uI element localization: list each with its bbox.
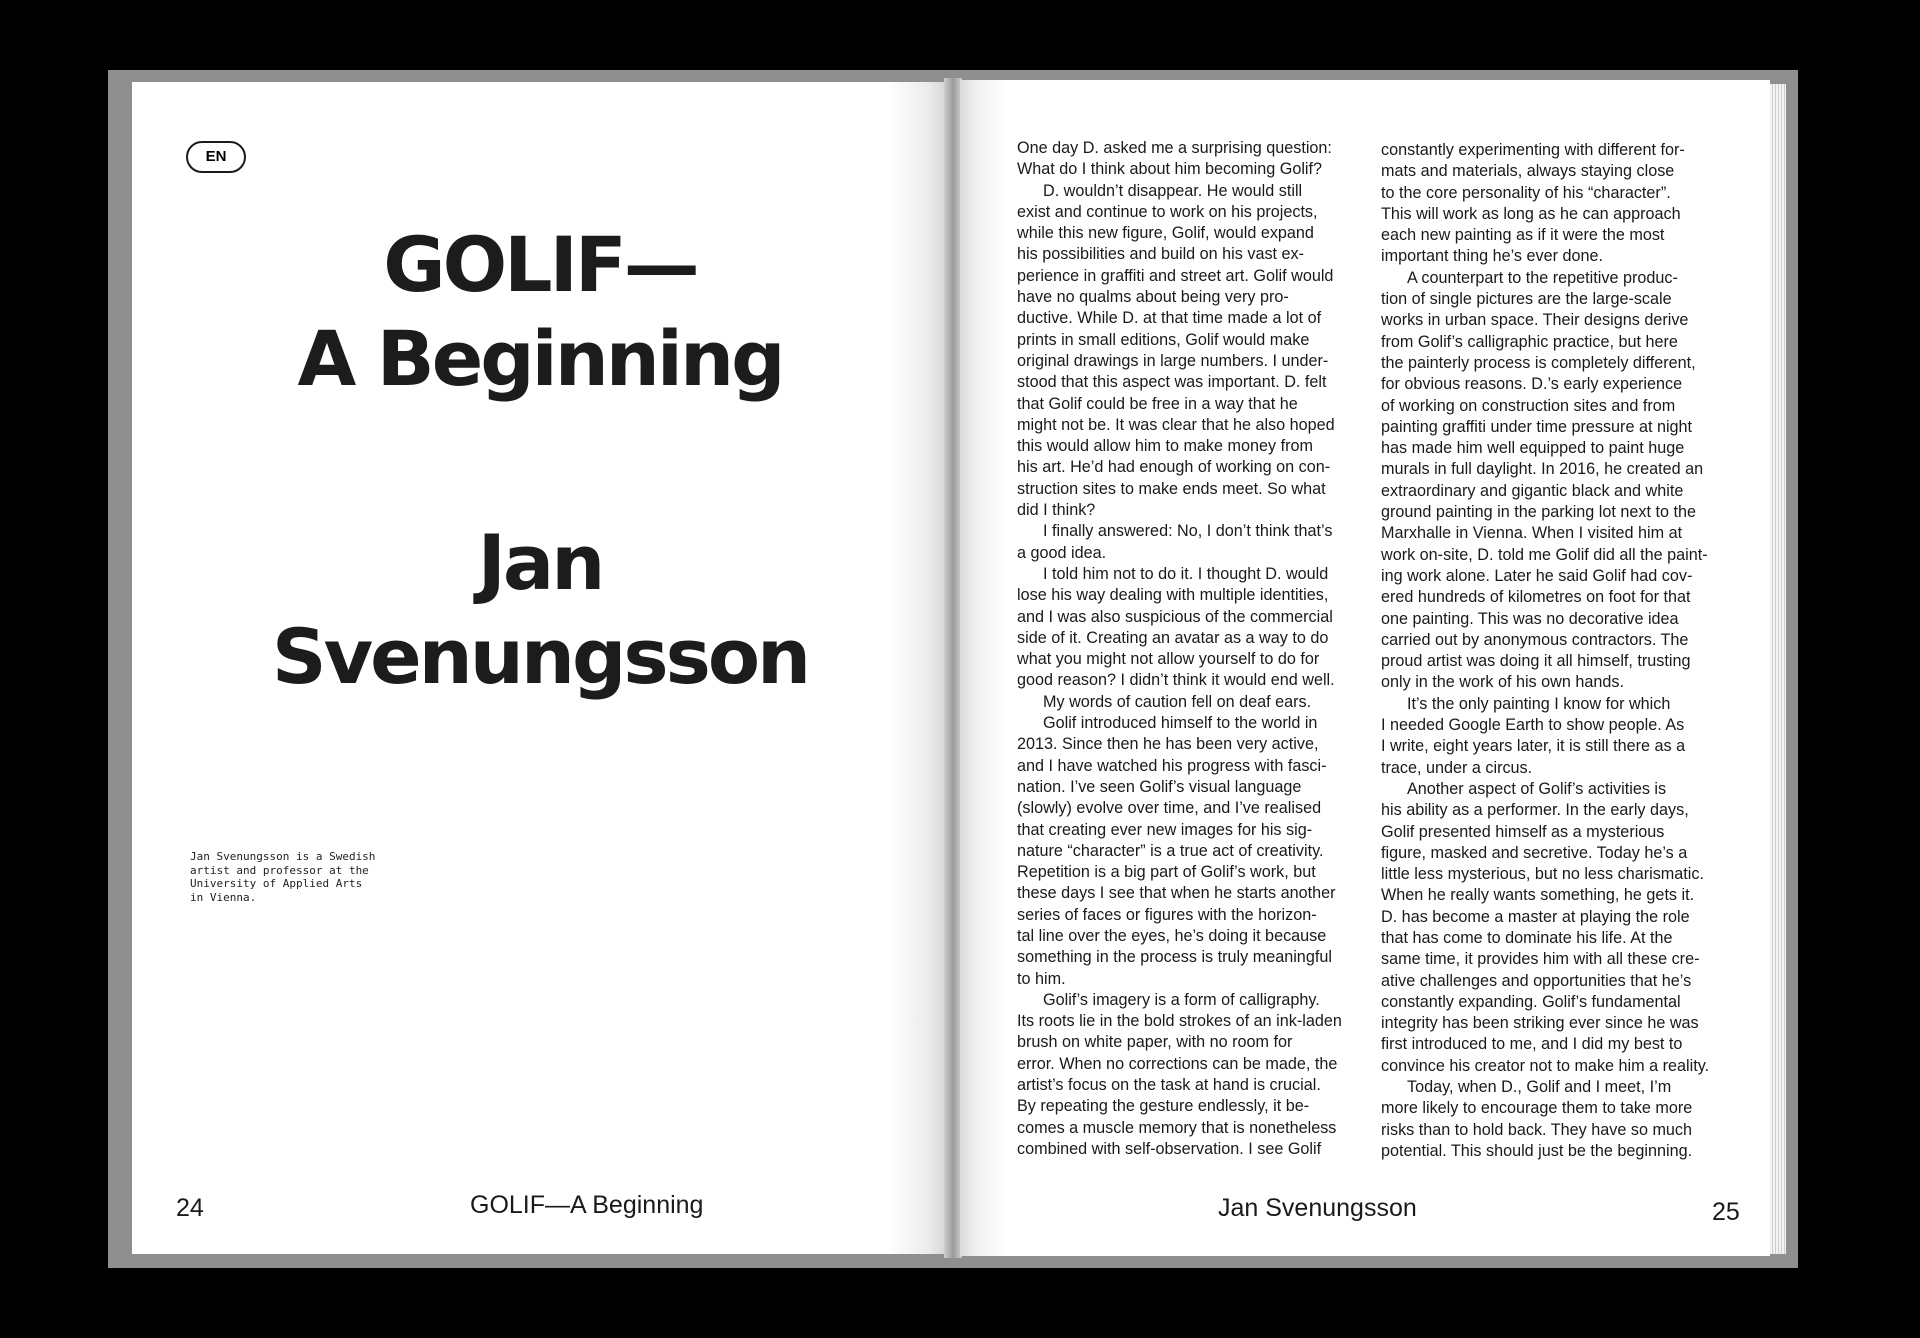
text-line: from Golif’s calligraphic practice, but here: [1381, 332, 1678, 351]
text-line: has made him well equipped to paint huge: [1381, 439, 1685, 458]
text-line: What do I think about him becoming Golif?: [1017, 160, 1323, 179]
text-line: artist’s focus on the task at hand is crucial.: [1017, 1076, 1321, 1095]
text-line: ductive. While D. at that time made a lot of: [1017, 309, 1322, 328]
title-line: GOLIF—: [383, 220, 697, 309]
text-line: Golif presented himself as a mysterious: [1381, 822, 1665, 841]
text-line: Its roots lie in the bold strokes of an ink-laden: [1017, 1012, 1342, 1031]
text-line: his art. He’d had enough of working on con-: [1017, 458, 1331, 477]
text-line: that creating ever new images for his sig-: [1017, 820, 1313, 839]
text-line: D. has become a master at playing the role: [1381, 907, 1690, 926]
text-line: more likely to encourage them to take more: [1381, 1099, 1693, 1118]
text-line: prints in small editions, Golif would make: [1017, 330, 1310, 349]
text-line: perience in graffiti and street art. Golif would: [1017, 266, 1334, 285]
text-line: Golif introduced himself to the world in: [1043, 714, 1318, 733]
text-line: for obvious reasons. D.’s early experience: [1381, 375, 1683, 394]
text-line: of working on construction sites and from: [1381, 396, 1676, 415]
text-line: same time, it provides him with all these cre-: [1381, 950, 1700, 969]
text-line: one painting. This was no decorative idea: [1381, 609, 1679, 628]
text-line: comes a muscle memory that is nonetheless: [1017, 1118, 1337, 1137]
text-line: his ability as a performer. In the early days,: [1381, 801, 1689, 820]
text-line: ered hundreds of kilometres on foot for that: [1381, 588, 1691, 607]
text-line: constantly expanding. Golif’s fundamental: [1381, 992, 1681, 1011]
text-line: I finally answered: No, I don’t think that’s: [1043, 522, 1333, 541]
text-line: ing work alone. Later he said Golif had cov-: [1381, 566, 1693, 585]
text-line: I told him not to do it. I thought D. would: [1043, 564, 1329, 583]
text-line: side of it. Creating an avatar as a way to do: [1017, 628, 1329, 647]
text-line: nation. I’ve seen Golif’s visual language: [1017, 777, 1302, 796]
text-line: to him.: [1017, 969, 1066, 988]
text-line: integrity has been striking ever since he was: [1381, 1014, 1699, 1033]
text-line: trace, under a circus.: [1381, 758, 1533, 777]
text-line: a good idea.: [1017, 543, 1107, 562]
bio-line: Jan Svenungsson is a Swedish: [190, 850, 376, 863]
text-line: extraordinary and gigantic black and white: [1381, 481, 1684, 500]
text-line: tion of single pictures are the large-scale: [1381, 290, 1672, 309]
text-line: When he really wants something, he gets it.: [1381, 886, 1695, 905]
text-line: ative challenges and opportunities that he’s: [1381, 971, 1692, 990]
text-line: and I was also suspicious of the commercial: [1017, 607, 1333, 626]
text-line: stood that this aspect was important. D. felt: [1017, 373, 1327, 392]
author-bio: [190, 850, 420, 904]
text-line: potential. This should just be the beginning.: [1381, 1141, 1693, 1160]
text-line: works in urban space. Their designs derive: [1381, 311, 1689, 330]
bio-line: University of Applied Arts: [190, 877, 363, 890]
text-line: good reason? I didn’t think it would end well.: [1017, 671, 1335, 690]
title-line: A Beginning: [297, 314, 783, 403]
text-line: Another aspect of Golif’s activities is: [1407, 779, 1667, 798]
text-line: By repeating the gesture endlessly, it be-: [1017, 1097, 1310, 1116]
text-line: brush on white paper, with no room for: [1017, 1033, 1293, 1052]
text-column-2: [1381, 140, 1731, 1162]
text-line: his possibilities and build on his vast ex-: [1017, 245, 1305, 264]
text-line: these days I see that when he starts another: [1017, 884, 1336, 903]
text-line: mats and materials, always staying close: [1381, 162, 1675, 181]
page-number-left: 24: [176, 1194, 204, 1222]
text-line: D. wouldn’t disappear. He would still: [1043, 181, 1303, 200]
text-line: did I think?: [1017, 501, 1096, 520]
text-line: nature “character” is a true act of creativity.: [1017, 841, 1324, 860]
text-line: this would allow him to make money from: [1017, 437, 1313, 456]
text-line: that Golif could be free in a way that he: [1017, 394, 1298, 413]
text-line: One day D. asked me a surprising question:: [1017, 139, 1332, 157]
author-line: Svenungsson: [271, 612, 809, 701]
article-title: [200, 218, 880, 406]
text-line: combined with self-observation. I see Golif: [1017, 1139, 1322, 1158]
text-line: This will work as long as he can approach: [1381, 204, 1681, 223]
text-line: painting graffiti under time pressure at night: [1381, 417, 1693, 436]
text-line: and I have watched his progress with fasci-: [1017, 756, 1327, 775]
text-line: Golif’s imagery is a form of calligraphy.: [1043, 990, 1320, 1009]
text-line: Today, when D., Golif and I meet, I’m: [1407, 1078, 1672, 1097]
text-line: (slowly) evolve over time, and I’ve realised: [1017, 799, 1322, 818]
text-line: error. When no corrections can be made, the: [1017, 1054, 1338, 1073]
page-block-edge: [1770, 84, 1786, 1254]
bio-line: artist and professor at the: [190, 863, 369, 877]
text-line: risks than to hold back. They have so much: [1381, 1120, 1693, 1139]
text-line: A counterpart to the repetitive produc-: [1407, 268, 1678, 287]
text-line: important thing he’s ever done.: [1381, 247, 1603, 266]
text-line: exist and continue to work on his projects,: [1017, 202, 1318, 221]
running-title-left: GOLIF—A Beginning: [470, 1191, 704, 1219]
text-line: little less mysterious, but no less charismatic.: [1381, 865, 1704, 884]
text-line: each new painting as if it were the most: [1381, 226, 1665, 245]
text-line: tal line over the eyes, he’s doing it because: [1017, 926, 1327, 945]
text-line: I write, eight years later, it is still there as a: [1381, 737, 1686, 756]
text-line: carried out by anonymous contractors. The: [1381, 630, 1689, 649]
text-line: constantly experimenting with different for-: [1381, 141, 1685, 159]
text-line: lose his way dealing with multiple identities,: [1017, 586, 1329, 605]
text-column-1: [1017, 138, 1367, 1160]
text-line: first introduced to me, and I did my best to: [1381, 1035, 1683, 1054]
language-badge: EN: [186, 141, 246, 173]
text-line: something in the process is truly meaningful: [1017, 948, 1332, 967]
text-line: convince his creator not to make him a reality.: [1381, 1056, 1710, 1075]
text-line: proud artist was doing it all himself, trusting: [1381, 652, 1691, 671]
author-name: [200, 516, 880, 704]
text-line: what you might not allow yourself to do for: [1017, 650, 1320, 669]
text-line: that has come to dominate his life. At the: [1381, 928, 1673, 947]
text-line: might not be. It was clear that he also hoped: [1017, 415, 1335, 434]
running-title-right: Jan Svenungsson: [1218, 1194, 1417, 1222]
author-line: Jan: [477, 518, 603, 607]
text-line: work on-site, D. told me Golif did all the paint-: [1381, 545, 1708, 564]
text-line: Repetition is a big part of Golif’s work, but: [1017, 863, 1316, 882]
page-number-right: 25: [1712, 1198, 1740, 1226]
text-line: the painterly process is completely different,: [1381, 353, 1696, 372]
bio-line: in Vienna.: [190, 890, 257, 904]
text-line: I needed Google Earth to show people. As: [1381, 716, 1685, 735]
text-line: original drawings in large numbers. I under-: [1017, 351, 1329, 370]
text-line: My words of caution fell on deaf ears.: [1043, 692, 1312, 711]
text-line: ground painting in the parking lot next to the: [1381, 503, 1696, 522]
text-line: have no qualms about being very pro-: [1017, 288, 1289, 307]
text-line: struction sites to make ends meet. So what: [1017, 479, 1326, 498]
text-line: 2013. Since then he has been very active,: [1017, 735, 1319, 754]
text-line: Marxhalle in Vienna. When I visited him at: [1381, 524, 1683, 543]
text-line: murals in full daylight. In 2016, he created an: [1381, 460, 1704, 479]
text-line: only in the work of his own hands.: [1381, 673, 1624, 692]
text-line: figure, masked and secretive. Today he’s a: [1381, 843, 1688, 862]
text-line: to the core personality of his “character”.: [1381, 183, 1671, 202]
text-line: It’s the only painting I know for which: [1407, 694, 1671, 713]
text-line: series of faces or figures with the horizon-: [1017, 905, 1317, 924]
text-line: while this new figure, Golif, would expand: [1017, 224, 1314, 243]
